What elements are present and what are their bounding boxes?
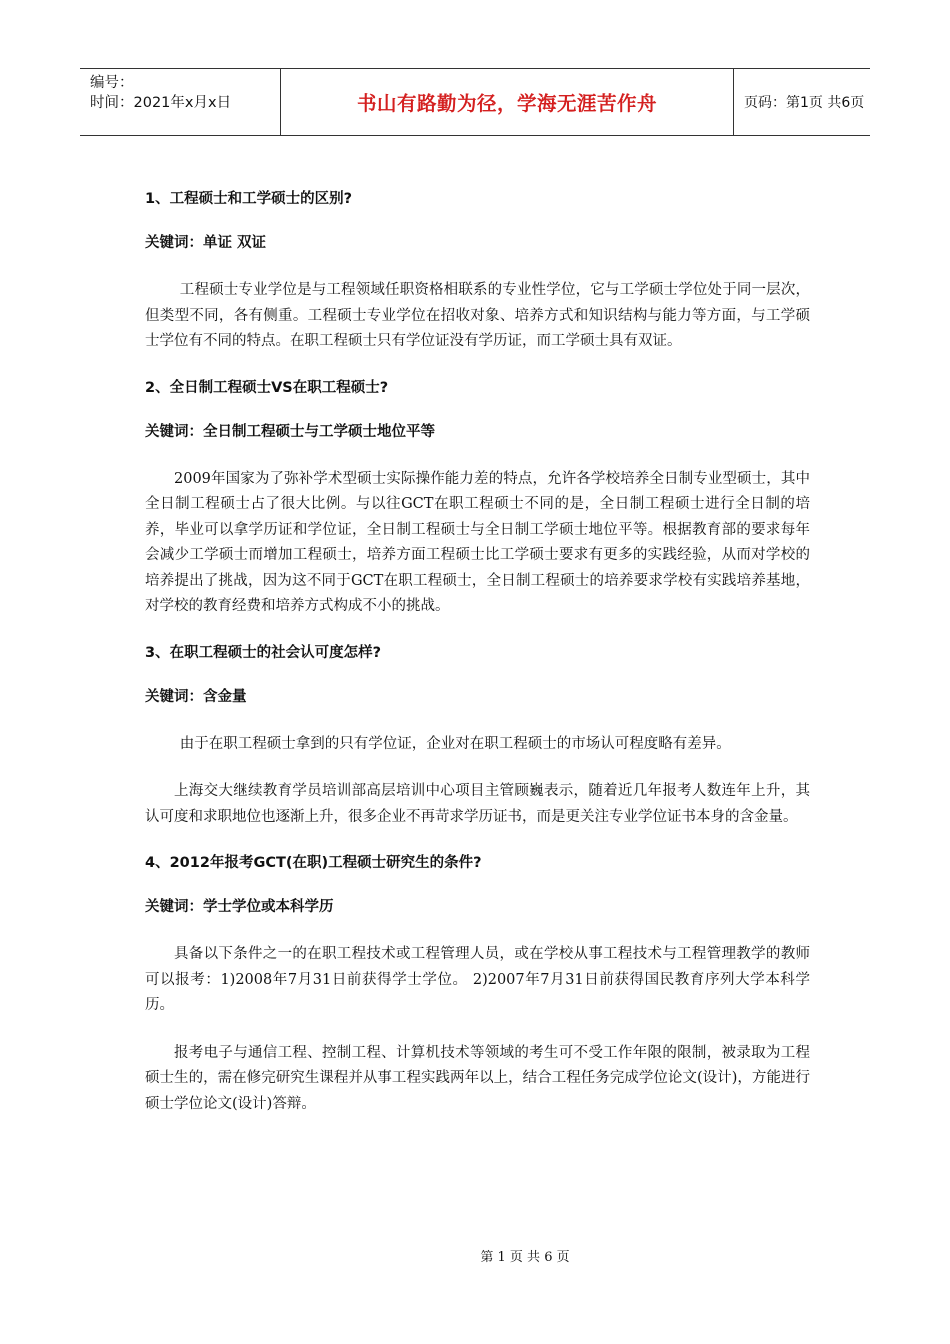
question-heading: 3、在职工程硕士的社会认可度怎样? [145,644,381,661]
keyword-line: 关键词：单证 双证 [145,235,267,251]
keyword-line: 关键词：学士学位或本科学历 [145,899,334,915]
paragraph: 具备以下条件之一的在职工程技术或工程管理人员，或在学校从事工程技术与工程管理教学的教师可以报考：1)2008年7月31日前获得学士学位。 2)2007年7月31日前获得国民教育序列大学本科学历。 [145,946,810,1013]
document-number-label: 编号： [90,75,134,91]
header-motto-cell [280,69,734,135]
paragraph: 报考电子与通信工程、控制工程、计算机技术等领域的考生可不受工作年限的限制，被录取为工程硕士生的，需在修完研究生课程并从事工程实践两年以上，结合工程任务完成学位论文(设计)，方能进行硕士学位论文(设计)答辩。 [145,1044,810,1112]
header-motto: 书山有路勤为径，学海无涯苦作舟 [356,92,657,115]
header-page-number: 页码：第1页 共6页 [744,95,865,111]
keyword-line: 关键词：全日制工程硕士与工学硕士地位平等 [145,423,435,440]
paragraph: 工程硕士专业学位是与工程领域任职资格相联系的专业性学位，它与工学硕士学位处于同一层次，但类型不同，各有侧重。工程硕士专业学位在招收对象、培养方式和知识结构与能力等方面，与工学硕士学位有不同的特点。在职工程硕士只有学位证没有学历证，而工学硕士具有双证。 [145,282,810,349]
document-date: 时间：2021年x月x日 [90,95,232,111]
paragraph: 2009年国家为了弥补学术型硕士实际操作能力差的特点，允许各学校培养全日制专业型硕士，其中全日制工程硕士占了很大比例。与以往GCT在职工程硕士不同的是，全日制工程硕士进行全日制的培养，毕业可以拿学历证和学位证，全日制工程硕士与全日制工学硕士地位平等。根据教育部的要求每年会减少工学硕士而增加工程硕士，培养方面工程硕士比工学硕士要求有更多的实践经验，从而对学校的培养提出了挑战，因为这不同于GCT在职工程硕士，全日制工程硕士的培养要求学校有实践培养基地，对学校的教育经费和培养方式构成不小的挑战。 [145,470,810,614]
paragraph: 上海交大继续教育学员培训部高层培训中心项目主管顾巍表示，随着近几年报考人数连年上升，其认可度和求职地位也逐渐上升，很多企业不再苛求学历证书，而是更关注专业学位证书本身的含金量。 [145,783,810,825]
keyword-line: 关键词：含金量 [145,688,247,705]
question-heading: 4、2012年报考GCT(在职)工程硕士研究生的条件? [145,855,482,871]
header-left-cell [80,69,280,135]
question-heading: 1、工程硕士和工学硕士的区别? [145,191,352,207]
paragraph: 由于在职工程硕士拿到的只有学位证，企业对在职工程硕士的市场认可程度略有差异。 [179,735,731,752]
question-heading: 2、全日制工程硕士VS在职工程硕士? [145,379,389,396]
page-footer [0,1246,950,1265]
document-body [145,172,810,1117]
footer-page-number: 第 1 页 共 6 页 [480,1250,570,1265]
header-page-cell [734,69,870,135]
page-header [80,68,870,136]
